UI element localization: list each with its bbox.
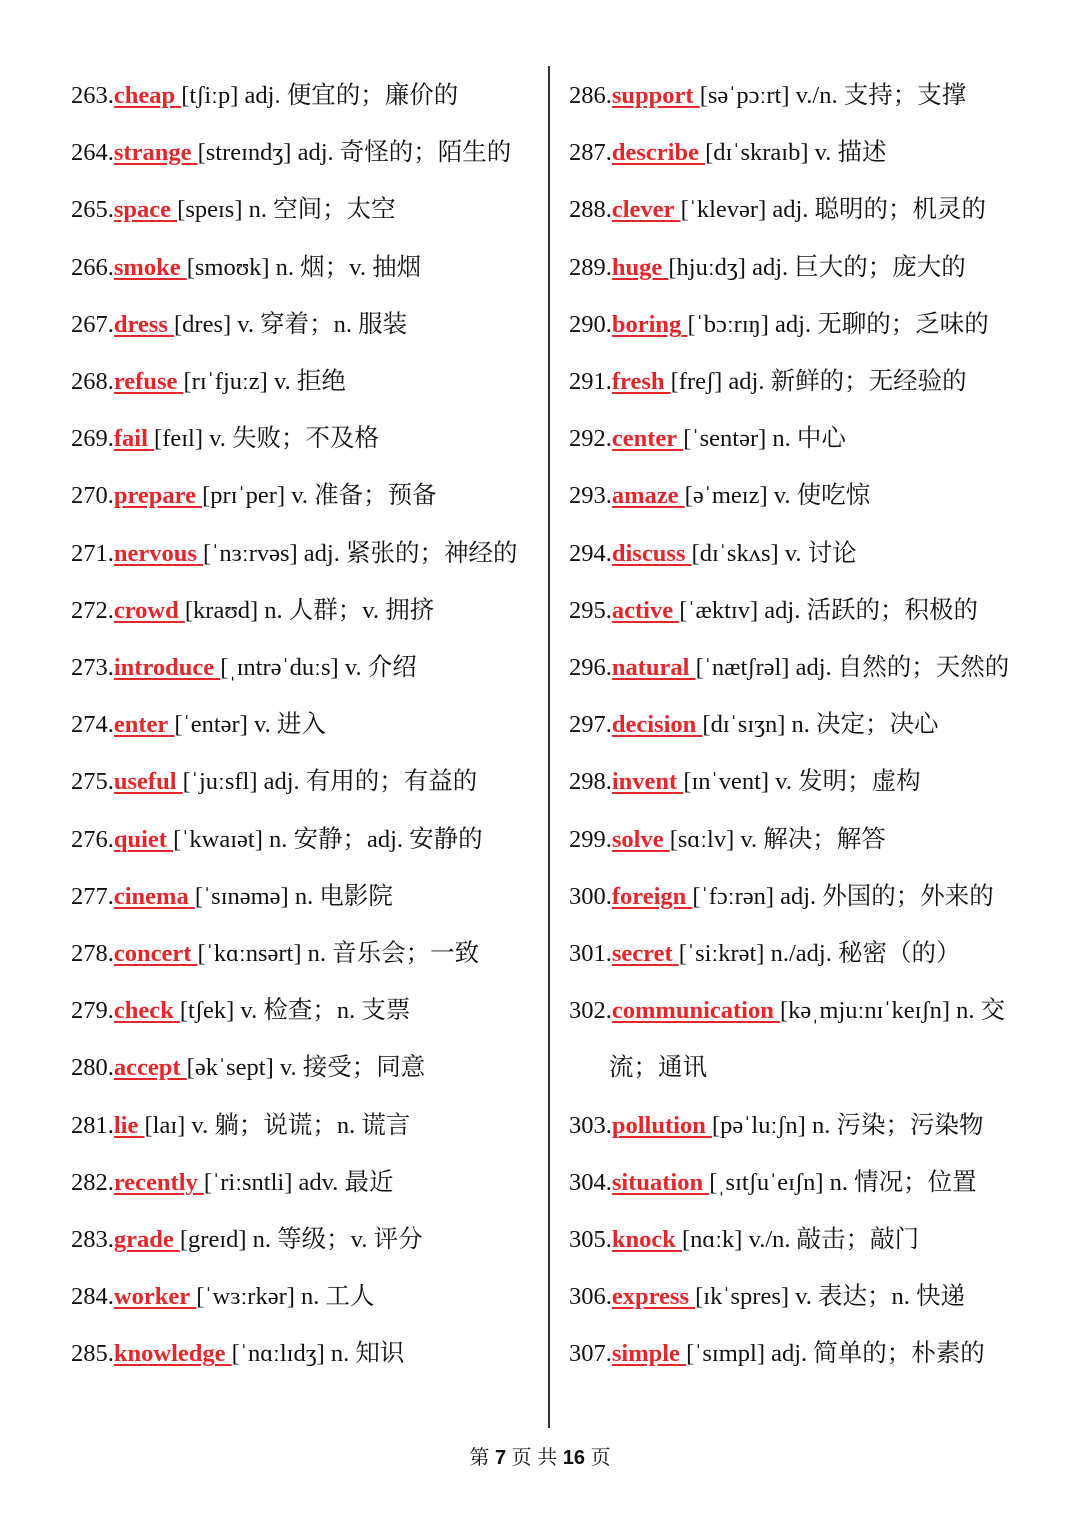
entry-word: situation xyxy=(611,1168,704,1196)
entry-number: 265. xyxy=(71,196,114,224)
entry-word: prepare xyxy=(113,482,196,510)
footer-total-pages: 16 xyxy=(562,1447,586,1469)
entry-word: support xyxy=(611,82,694,109)
entry-definition: [smoʊk] n. 烟；v. 抽烟 xyxy=(186,253,422,281)
vocab-entry xyxy=(569,252,966,284)
entry-definition: [əˈmeɪz] v. 使吃惊 xyxy=(684,482,871,510)
entry-definition: [ˈsɪnəmə] n. 电影院 xyxy=(194,882,393,910)
entry-number: 277. xyxy=(71,882,114,910)
entry-number: 287. xyxy=(569,139,612,167)
entry-number: 289. xyxy=(569,253,612,281)
entry-number: 272. xyxy=(71,596,114,624)
entry-number: 292. xyxy=(569,425,612,453)
entry-definition: [ˈsentər] n. 中心 xyxy=(683,425,846,453)
footer-prefix: 第 xyxy=(469,1447,490,1469)
vocab-entry xyxy=(569,309,989,341)
page-footer xyxy=(0,1443,1080,1473)
entry-definition: [feɪl] v. 失败；不及格 xyxy=(154,425,380,453)
entry-number: 288. xyxy=(569,196,612,224)
vocab-entry xyxy=(71,423,379,455)
entry-definition: [ɪnˈvent] v. 发明；虚构 xyxy=(683,768,921,796)
entry-number: 284. xyxy=(71,1283,114,1311)
vocab-entry xyxy=(71,824,483,856)
vocab-entry xyxy=(71,137,511,169)
entry-word: simple xyxy=(611,1340,680,1368)
vocab-entry xyxy=(71,252,421,284)
entry-definition: [ˌsɪtʃuˈeɪʃn] n. 情况；位置 xyxy=(709,1168,977,1196)
entry-number: 281. xyxy=(71,1111,114,1139)
entry-number: 273. xyxy=(71,654,114,681)
entry-word: useful xyxy=(113,768,177,796)
entry-definition: [ˈfɔːrən] adj. 外国的；外来的 xyxy=(692,882,994,910)
vocab-entry xyxy=(569,824,886,856)
entry-word: strange xyxy=(113,139,192,167)
vocab-entry xyxy=(569,1281,965,1313)
entry-definition: [freʃ] adj. 新鲜的；无经验的 xyxy=(670,368,967,395)
entry-word: knowledge xyxy=(113,1340,226,1368)
entry-word: boring xyxy=(611,310,682,338)
entry-word: fail xyxy=(113,425,148,453)
entry-word: express xyxy=(611,1283,689,1311)
vocab-entry xyxy=(569,1167,977,1199)
entry-number: 276. xyxy=(71,825,114,853)
entry-definition: [ˈwɜːrkər] n. 工人 xyxy=(196,1283,375,1311)
entry-number: 291. xyxy=(569,368,612,395)
entry-number: 290. xyxy=(569,310,612,338)
entry-word: cheap xyxy=(113,82,176,109)
entry-definition: [speɪs] n. 空间；太空 xyxy=(177,196,396,224)
entry-word: huge xyxy=(611,253,663,281)
entry-number: 278. xyxy=(71,940,114,967)
vocab-entry xyxy=(71,766,477,798)
entry-definition: [rɪˈfjuːz] v. 拒绝 xyxy=(183,368,346,395)
vocab-entry xyxy=(569,137,887,169)
entry-number: 271. xyxy=(71,539,114,567)
entry-number: 303. xyxy=(569,1111,612,1139)
vocab-entry xyxy=(71,1110,410,1142)
entry-number: 305. xyxy=(569,1226,612,1253)
vocab-entry xyxy=(569,1338,985,1370)
entry-number: 293. xyxy=(569,482,612,510)
entry-definition: [kəˌmjuːnɪˈkeɪʃn] n. 交 xyxy=(779,997,1006,1025)
entry-definition: [tʃek] v. 检查；n. 支票 xyxy=(179,997,411,1025)
entry-definition: [əkˈsept] v. 接受；同意 xyxy=(186,1054,426,1082)
entry-word: lie xyxy=(113,1111,139,1139)
vocab-entry xyxy=(71,995,410,1027)
entry-definition: [greɪd] n. 等级；v. 评分 xyxy=(179,1226,423,1253)
entry-definition: [pəˈluːʃn] n. 污染；污染物 xyxy=(711,1111,984,1139)
entry-word: introduce xyxy=(113,654,215,681)
entry-definition: [dɪˈskʌs] v. 讨论 xyxy=(691,539,857,567)
entry-number: 279. xyxy=(71,997,114,1025)
entry-word: worker xyxy=(113,1283,191,1311)
entry-number: 269. xyxy=(71,425,114,453)
entry-number: 270. xyxy=(71,482,114,510)
entry-definition: [ˈsɪmpl] adj. 简单的；朴素的 xyxy=(686,1340,985,1368)
entry-word: active xyxy=(611,596,674,624)
entry-word: knock xyxy=(611,1226,676,1253)
vocab-entry xyxy=(71,80,458,112)
vocab-entry xyxy=(569,480,870,512)
vocab-entry xyxy=(71,1338,404,1370)
footer-current-page: 7 xyxy=(494,1447,507,1469)
entry-definition: [ˈnɑːlɪdʒ] n. 知识 xyxy=(231,1340,405,1368)
entry-definition: [ˈsiːkrət] n./adj. 秘密（的） xyxy=(678,940,961,967)
vocab-entry xyxy=(569,538,857,570)
entry-word: cinema xyxy=(113,882,189,910)
entry-number: 300. xyxy=(569,882,612,910)
entry-definition: [dres] v. 穿着；n. 服装 xyxy=(174,310,408,338)
entry-definition: [ˈnɜːrvəs] adj. 紧张的；神经的 xyxy=(203,539,518,567)
entry-number: 297. xyxy=(569,711,612,739)
vocab-entry xyxy=(71,538,518,570)
vocab-entry xyxy=(71,938,479,970)
entry-definition: [səˈpɔːrt] v./n. 支持；支撑 xyxy=(699,82,967,109)
entry-number: 301. xyxy=(569,940,612,967)
entry-word: describe xyxy=(611,139,699,167)
vocab-entry xyxy=(569,938,960,970)
entry-number: 307. xyxy=(569,1340,612,1368)
vocab-entry xyxy=(71,1052,425,1084)
entry-number: 267. xyxy=(71,310,114,338)
vocab-entry xyxy=(569,194,986,226)
entry-word: concert xyxy=(113,940,192,967)
vocab-entry xyxy=(71,709,326,741)
footer-middle: 页 共 xyxy=(511,1447,558,1469)
entry-definition: [ˈkɑːnsərt] n. 音乐会；一致 xyxy=(197,940,480,967)
entry-number: 286. xyxy=(569,82,612,109)
entry-definition: [ˈentər] v. 进入 xyxy=(174,711,326,739)
entry-word: clever xyxy=(611,196,675,224)
vocab-entry xyxy=(71,366,346,398)
vocab-entry xyxy=(569,423,846,455)
entry-number: 283. xyxy=(71,1226,114,1253)
vocab-entry xyxy=(569,80,966,112)
entry-word: dress xyxy=(113,310,168,338)
entry-word: enter xyxy=(113,711,169,739)
vocab-entry xyxy=(71,1224,423,1256)
entry-number: 299. xyxy=(569,825,612,853)
entry-word: secret xyxy=(611,940,673,967)
entry-word: crowd xyxy=(113,596,179,624)
entry-number: 263. xyxy=(71,82,114,109)
entry-word: accept xyxy=(113,1054,181,1082)
entry-definition: [ˈkwaɪət] n. 安静；adj. 安静的 xyxy=(173,825,483,853)
entry-word: space xyxy=(113,196,172,224)
footer-suffix: 页 xyxy=(590,1447,611,1469)
entry-definition: [ˈæktɪv] adj. 活跃的；积极的 xyxy=(679,596,978,624)
vocab-entry xyxy=(569,995,1005,1027)
entry-word: pollution xyxy=(611,1111,706,1139)
entry-definition: [ˈklevər] adj. 聪明的；机灵的 xyxy=(680,196,987,224)
entry-number: 306. xyxy=(569,1283,612,1311)
vocab-entry xyxy=(71,480,437,512)
entry-word: center xyxy=(611,425,678,453)
entry-word: amaze xyxy=(611,482,679,510)
entry-word: smoke xyxy=(113,253,181,281)
entry-number: 294. xyxy=(569,539,612,567)
entry-definition: [streɪndʒ] adj. 奇怪的；陌生的 xyxy=(197,139,512,167)
entry-word: decision xyxy=(611,711,697,739)
entry-word: natural xyxy=(611,654,690,681)
vocab-entry xyxy=(569,709,939,741)
vocab-entry xyxy=(71,309,407,341)
entry-number: 285. xyxy=(71,1340,114,1368)
entry-definition: [dɪˈskraɪb] v. 描述 xyxy=(705,139,887,167)
entry-definition: [kraʊd] n. 人群；v. 拥挤 xyxy=(184,596,435,624)
entry-number: 296. xyxy=(569,654,612,681)
entry-word: fresh xyxy=(611,368,665,395)
entry-number: 268. xyxy=(71,368,114,395)
entry-number: 298. xyxy=(569,768,612,796)
vocab-entry xyxy=(569,766,921,798)
entry-word: nervous xyxy=(113,539,197,567)
entry-word: recently xyxy=(113,1168,198,1196)
vocab-entry xyxy=(569,366,967,398)
entry-number: 266. xyxy=(71,253,114,281)
entry-word: grade xyxy=(113,1226,174,1253)
entry-definition: [laɪ] v. 躺；说谎；n. 谎言 xyxy=(144,1111,411,1139)
vocab-entry xyxy=(569,595,978,627)
vocab-entry xyxy=(569,652,1009,684)
entry-definition: [prɪˈper] v. 准备；预备 xyxy=(202,482,437,510)
entry-definition: [ɪkˈspres] v. 表达；n. 快递 xyxy=(695,1283,966,1311)
entry-word: communication xyxy=(611,997,774,1025)
entry-definition: [tʃiːp] adj. 便宜的；廉价的 xyxy=(181,82,459,109)
vocab-entry xyxy=(71,1167,394,1199)
entry-number: 264. xyxy=(71,139,114,167)
entry-number: 275. xyxy=(71,768,114,796)
entry-number: 282. xyxy=(71,1168,114,1196)
entry-definition: [hjuːdʒ] adj. 巨大的；庞大的 xyxy=(668,253,966,281)
entry-definition: [ˈjuːsfl] adj. 有用的；有益的 xyxy=(182,768,478,796)
entry-number: 304. xyxy=(569,1168,612,1196)
entry-word: invent xyxy=(611,768,678,796)
vocab-entry xyxy=(569,1110,983,1142)
entry-definition: [dɪˈsɪʒn] n. 决定；决心 xyxy=(702,711,939,739)
entry-definition: [ˌɪntrəˈduːs] v. 介绍 xyxy=(220,654,417,681)
vocab-entry xyxy=(569,881,994,913)
vocab-entry xyxy=(71,881,393,913)
entry-word: quiet xyxy=(113,825,167,853)
entry-number: 274. xyxy=(71,711,114,739)
entry-word: foreign xyxy=(611,882,687,910)
vocab-entry xyxy=(71,595,434,627)
entry-definition: [ˈriːsntli] adv. 最近 xyxy=(203,1168,394,1196)
vocab-entry xyxy=(71,652,417,684)
entry-definition: [ˈnætʃrəl] adj. 自然的；天然的 xyxy=(695,654,1010,681)
entry-number: 302. xyxy=(569,997,612,1025)
entry-definition: [ˈbɔːrɪŋ] adj. 无聊的；乏味的 xyxy=(687,310,989,338)
vocab-entry xyxy=(71,1281,375,1313)
entry-word: check xyxy=(113,997,174,1025)
column-divider xyxy=(548,66,550,1428)
entry-definition: [sɑːlv] v. 解决；解答 xyxy=(669,825,886,853)
vocab-entry xyxy=(569,1224,919,1256)
entry-number: 280. xyxy=(71,1054,114,1082)
entry-word: refuse xyxy=(113,368,178,395)
entry-number: 295. xyxy=(569,596,612,624)
vocab-entry xyxy=(71,194,396,226)
entry-definition-continuation: 流；通讯 xyxy=(609,1054,707,1082)
entry-word: discuss xyxy=(611,539,686,567)
entry-word: solve xyxy=(611,825,664,853)
entry-definition: [nɑːk] v./n. 敲击；敲门 xyxy=(682,1226,920,1253)
